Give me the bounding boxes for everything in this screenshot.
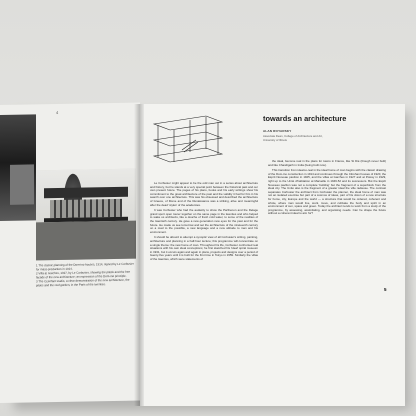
- body-paragraph: It should be absurd to attempt a synoptic view of all Corbusier's writing, painting, architecture and planning in a half-hour lecture; this programme will concentrate on a single theme: the new home of man. Throughout his life, Corbusier confronted real situations with his own ideal conceptions; he first sketched his 'ideal' spiral museum in 1931, but it occurs again and again in plans, projects and designs over a period of twenty-five years until it is built for the first time in Tokyo in 1959. Similarly the villas of the twenties, which were statements of: [150, 235, 258, 261]
- caption-paragraph: 3 The Ozenfant studio, a clear demonstration of the new architecture, the pilotis and the roof garden, in the Paris of the twenties.: [36, 278, 130, 288]
- caption-paragraph: 1 The classic planning of the Dom-ino houses, 1914, signed by Le Corbusier for mass-production in 1914.: [36, 261, 134, 271]
- villa-photo-windows: [50, 199, 122, 218]
- left-caption: [36, 263, 136, 289]
- right-page: [140, 104, 405, 406]
- right-page-number: 5: [384, 287, 387, 292]
- body-paragraph: Le Corbusier might appear to be the odd man out in a series about architecture and history, but he stands at a very special point between the historical past and our own present future. The pages of his plans, books and his early writings show his commitment to the great architecture of the past and the validity it had for him in his search over one architecture. This was his obsessed and described the architecture of Greece, of Rome and of the Renaissance was a striking, alive and meaningful after the dead 'styles' of the academies.: [150, 181, 258, 207]
- body-paragraph: This transition from ideal-to-real in the ideal home of man begins with the classic drawing of the Dom-ino construction in 1914 and continues through the Citrohan houses of 1920, the Esprit Nouveau pavilion in 1925, and the villas at Garches in 1927 and at Poissy in 1929, right up to the Unité d'habitation at Marseille in 1946-52 and its successors. But the Esprit Nouveau pavilion was not a complete 'building' but the fragment of a superblock from the ideal city. The Unité also is the fragment of a greater ideal the ville radieuse. The contrast separates Corbusier the architect from Corbusier the planner, the ideal home of man was not an isolated exercise but part of a cosmos of ideas, part of his vision of a new structure for home, city, Europe and the world — a structure that would be ordered, coherent and whole, where man would live, work, move, and cultivate the body and spirit in an environment of sun, space and green. Today the architect tends to work from a study of the programme, by assessing, assimilating, and organising needs. Can he shape the future without a coherent ideal to aim for?: [268, 168, 386, 216]
- dom-ino-sketch: [148, 110, 228, 172]
- body-paragraph: the ideal, become real in the plans for towns in France, like St Dié (though never built) and like Chandigarh in India (being built now).: [268, 159, 386, 167]
- text-column-left: [150, 182, 258, 263]
- left-page-number: 4: [56, 109, 59, 116]
- article-title: towards an architecture: [263, 114, 347, 123]
- book-gutter: [134, 104, 144, 406]
- author-name: ALAN ROYARSKY: [263, 129, 292, 133]
- text-column-right: [268, 160, 386, 218]
- author-affiliation: Associate Dean, College of Architecture and Art, University of Illinois: [263, 134, 323, 142]
- partial-photo-left: [0, 114, 36, 221]
- villa-photo-ground: [36, 221, 136, 261]
- villa-photo-slab: [44, 187, 128, 198]
- left-page: [0, 103, 140, 403]
- villa-photo: [36, 169, 136, 261]
- caption-paragraph: 2 Villa at Garches, 1927, by Le Corbusier, showing the pilotis and the free facade of the new architecture; an expression of the Dom-ino principle.: [36, 269, 131, 280]
- body-paragraph: It was Corbusier who had the audacity to show the Parthenon and the Delage grand sport open tourer together on the same page in the twenties and who helped to wake us architects, like a douche of fresh cold water, to some of the realities of the twentieth century. He gave a new generation new eyes for the past and for the future. He made us see tomorrow and set the architecture of the nineteenth century on a road to the possible, a new language and a new attitude to man and his environment.: [150, 208, 258, 234]
